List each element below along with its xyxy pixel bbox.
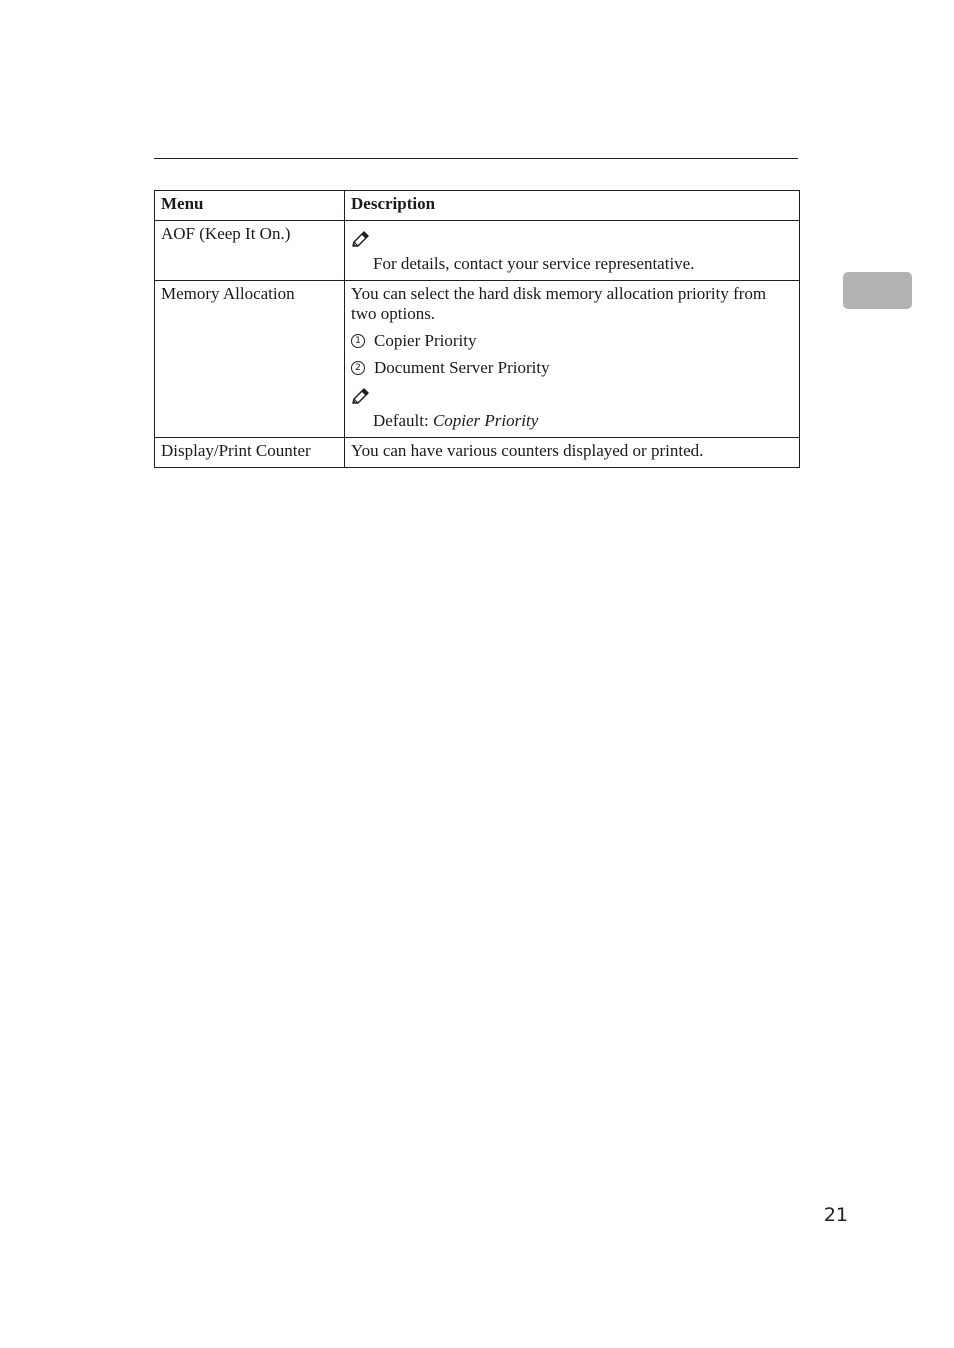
menu-cell: AOF (Keep It On.) xyxy=(155,221,345,281)
option-item xyxy=(351,331,793,351)
note-value: Copier Priority xyxy=(432,411,539,430)
pencil-note-icon xyxy=(351,387,371,405)
option-label: Copier Priority xyxy=(374,331,477,350)
description-cell xyxy=(345,221,800,281)
chapter-tab xyxy=(843,272,912,309)
circled-number-icon: 1 xyxy=(351,334,365,348)
menu-description-table xyxy=(154,190,800,468)
column-header-menu: Menu xyxy=(155,191,345,221)
option-item xyxy=(351,358,793,378)
header-rule xyxy=(154,158,798,159)
note-text xyxy=(351,411,793,431)
column-header-description: Description xyxy=(345,191,800,221)
menu-cell: Memory Allocation xyxy=(155,281,345,438)
description-text: You can select the hard disk memory allocation priority from two options. xyxy=(351,284,767,323)
description-cell xyxy=(345,281,800,438)
table-row xyxy=(155,221,800,281)
table-row xyxy=(155,438,800,468)
page-number: 21 xyxy=(823,1204,848,1226)
option-label: Document Server Priority xyxy=(374,358,550,377)
circled-number-icon: 2 xyxy=(351,361,365,375)
table-header-row xyxy=(155,191,800,221)
pencil-note-icon xyxy=(351,230,371,248)
menu-cell: Display/Print Counter xyxy=(155,438,345,468)
note-label: Default: xyxy=(373,411,429,430)
note-text: For details, contact your service representative. xyxy=(373,254,695,273)
description-cell: You can have various counters displayed or printed. xyxy=(345,438,800,468)
table-row xyxy=(155,281,800,438)
